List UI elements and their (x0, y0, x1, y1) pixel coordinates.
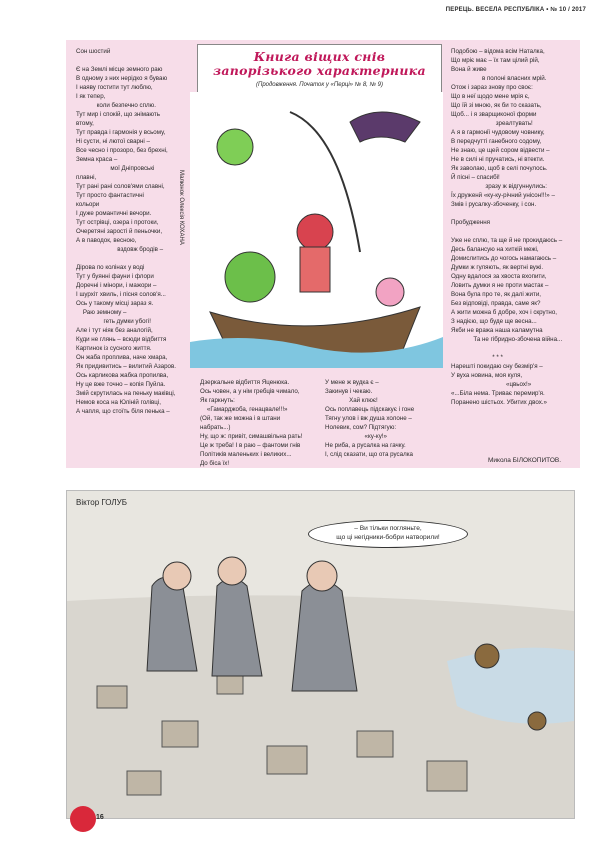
speech-bubble: – Ви тільки погляньте, що ці негідники-бобри натворили! (308, 520, 468, 548)
running-header: ПЕРЕЦЬ. ВЕСЕЛА РЕСПУБЛІКА • № 10 / 2017 (445, 7, 586, 13)
title-line-2: запорізького характерника (213, 63, 426, 78)
text-column-4: Подобою – відома всім Наталка, Що мріє має – їх там цілий рій, Вона й живе в полоні власних мрій. Отож і зараз знову про своє: Що в неї щодо мене мрія є, Що їй зі мною, як би то сказать, Щоб... і я зварщиконої форми зреалтувать! А я в гармонії чудовому човнику, В передчутті ганебного содому, Не знаю, це щей сором відвести – Не в силі ні пручатись, ні втекти. Як заволаю, щоб в селі почулось. Й пісні – спасибі! зразу ж відгуннулись: Їх друженй «ку-ку-річний унісон!!!» – Змів і русалку-збоченку, і сон. Пробудження Уже не сплю, та ще й не прокидаюсь – Десь балансую на хиткій межі, Домислитись до чогось намагаюсь – Думки ж гуляють, як вертні вужі. Одну вдалося за хвоста вхопити, Ловить думки я не проти мастак – Вона була про те, як далі жити, Без відповіді, правда, саме як? А жити можна б добре, хоч і скрутно, З надією, що буде ще весна... Якби не вража наша каламутна Та не гібридно-збочена війна... * * * Нарешті покидаю сну безмір'я – У вуха новина, моя куля, «цвьох!» «...Біла нема. Триває перемир'я. Поранено шістьох. Убитих двох.» (451, 48, 563, 406)
fishing-drawing-icon (190, 92, 443, 368)
article-title (198, 45, 441, 78)
cartoon-author: Віктор ГОЛУБ (76, 498, 127, 507)
text-column-3: У мене ж вудка є – Закинув і чекаю. Хай клює! Ось поплавець підскакує і гоне Тягну улов і вж душа холоне – Нолевик, сом? Підтягую: «ку-ку!» Не риба, а русалка на гачку. І, слід сказати, що ота русалка (325, 379, 415, 458)
text-column-1: Сон шостий Є на Землі місце земного раю В одному з них нерідко я буваю І наяву гостити тут люблю, І як тепер, коли безпечно сплю. Тут мир і спокій, що знімають втому, Тут правда і гармонія у всьому, Ні сусти, ні лютої сварні – Все чесно і прозоро, без брехні, Земна краса – мої Дніпровські плавні, Тут рані рані солов'ями славні, Тут просто фантастичні кольори І дуже романтичні вечори. Тут острівці, озера і протоки, Очеретяні зарості й пеньочки, А в паводок, весною, вздовж бродів – Дірова по колінах у воді Тут у буянні фауни і флори Доречні і мінори, і мажори – І шурхіт хвиль, і пісня солов'я... Ось у такому місці зараз я. Раю земному – геть думки убогі! Але і тут ніяк без аналогій, Куди не глянь – всюди відбиття Картинок із сусного життя. Он жаба проплива, наче хмара, Як придивитись – вилитий Азаров. Ось карликова жабка пропилва, Ну це вже точно – копія Пуйла. Змій скрутилась на пеньку маківці, Немов коса на Юліній голівці, А чапля, що стоїть біля пенька – (76, 48, 177, 415)
fishing-illustration (190, 92, 443, 368)
article-title-box (197, 44, 442, 94)
article-subtitle: (Продовження. Початок у «Перці» № 8, № 9) (255, 82, 384, 88)
page-number: 16 (96, 814, 104, 821)
magazine-logo-icon (70, 806, 96, 832)
title-line-1: Книга віщих снів (253, 49, 386, 64)
author-signature: Микола БІЛОКОПИТОВ. (488, 457, 562, 464)
text-column-2: Дзеркальне відбиття Яценюка. Ось човен, а у нім гребців чимало, Як гаркнуть: «Гамарджоба, генацвале!!!» (Ой, так же можна і в штани набрать...) Ну, що ж: привіт, симашвільна рать! Це ж треба! І в раю – фантоми гнів Політиків маленьких і великих... До біса їх! (200, 379, 303, 467)
illustration-credit: Малюнок Олексія КОХАНА (178, 170, 184, 245)
